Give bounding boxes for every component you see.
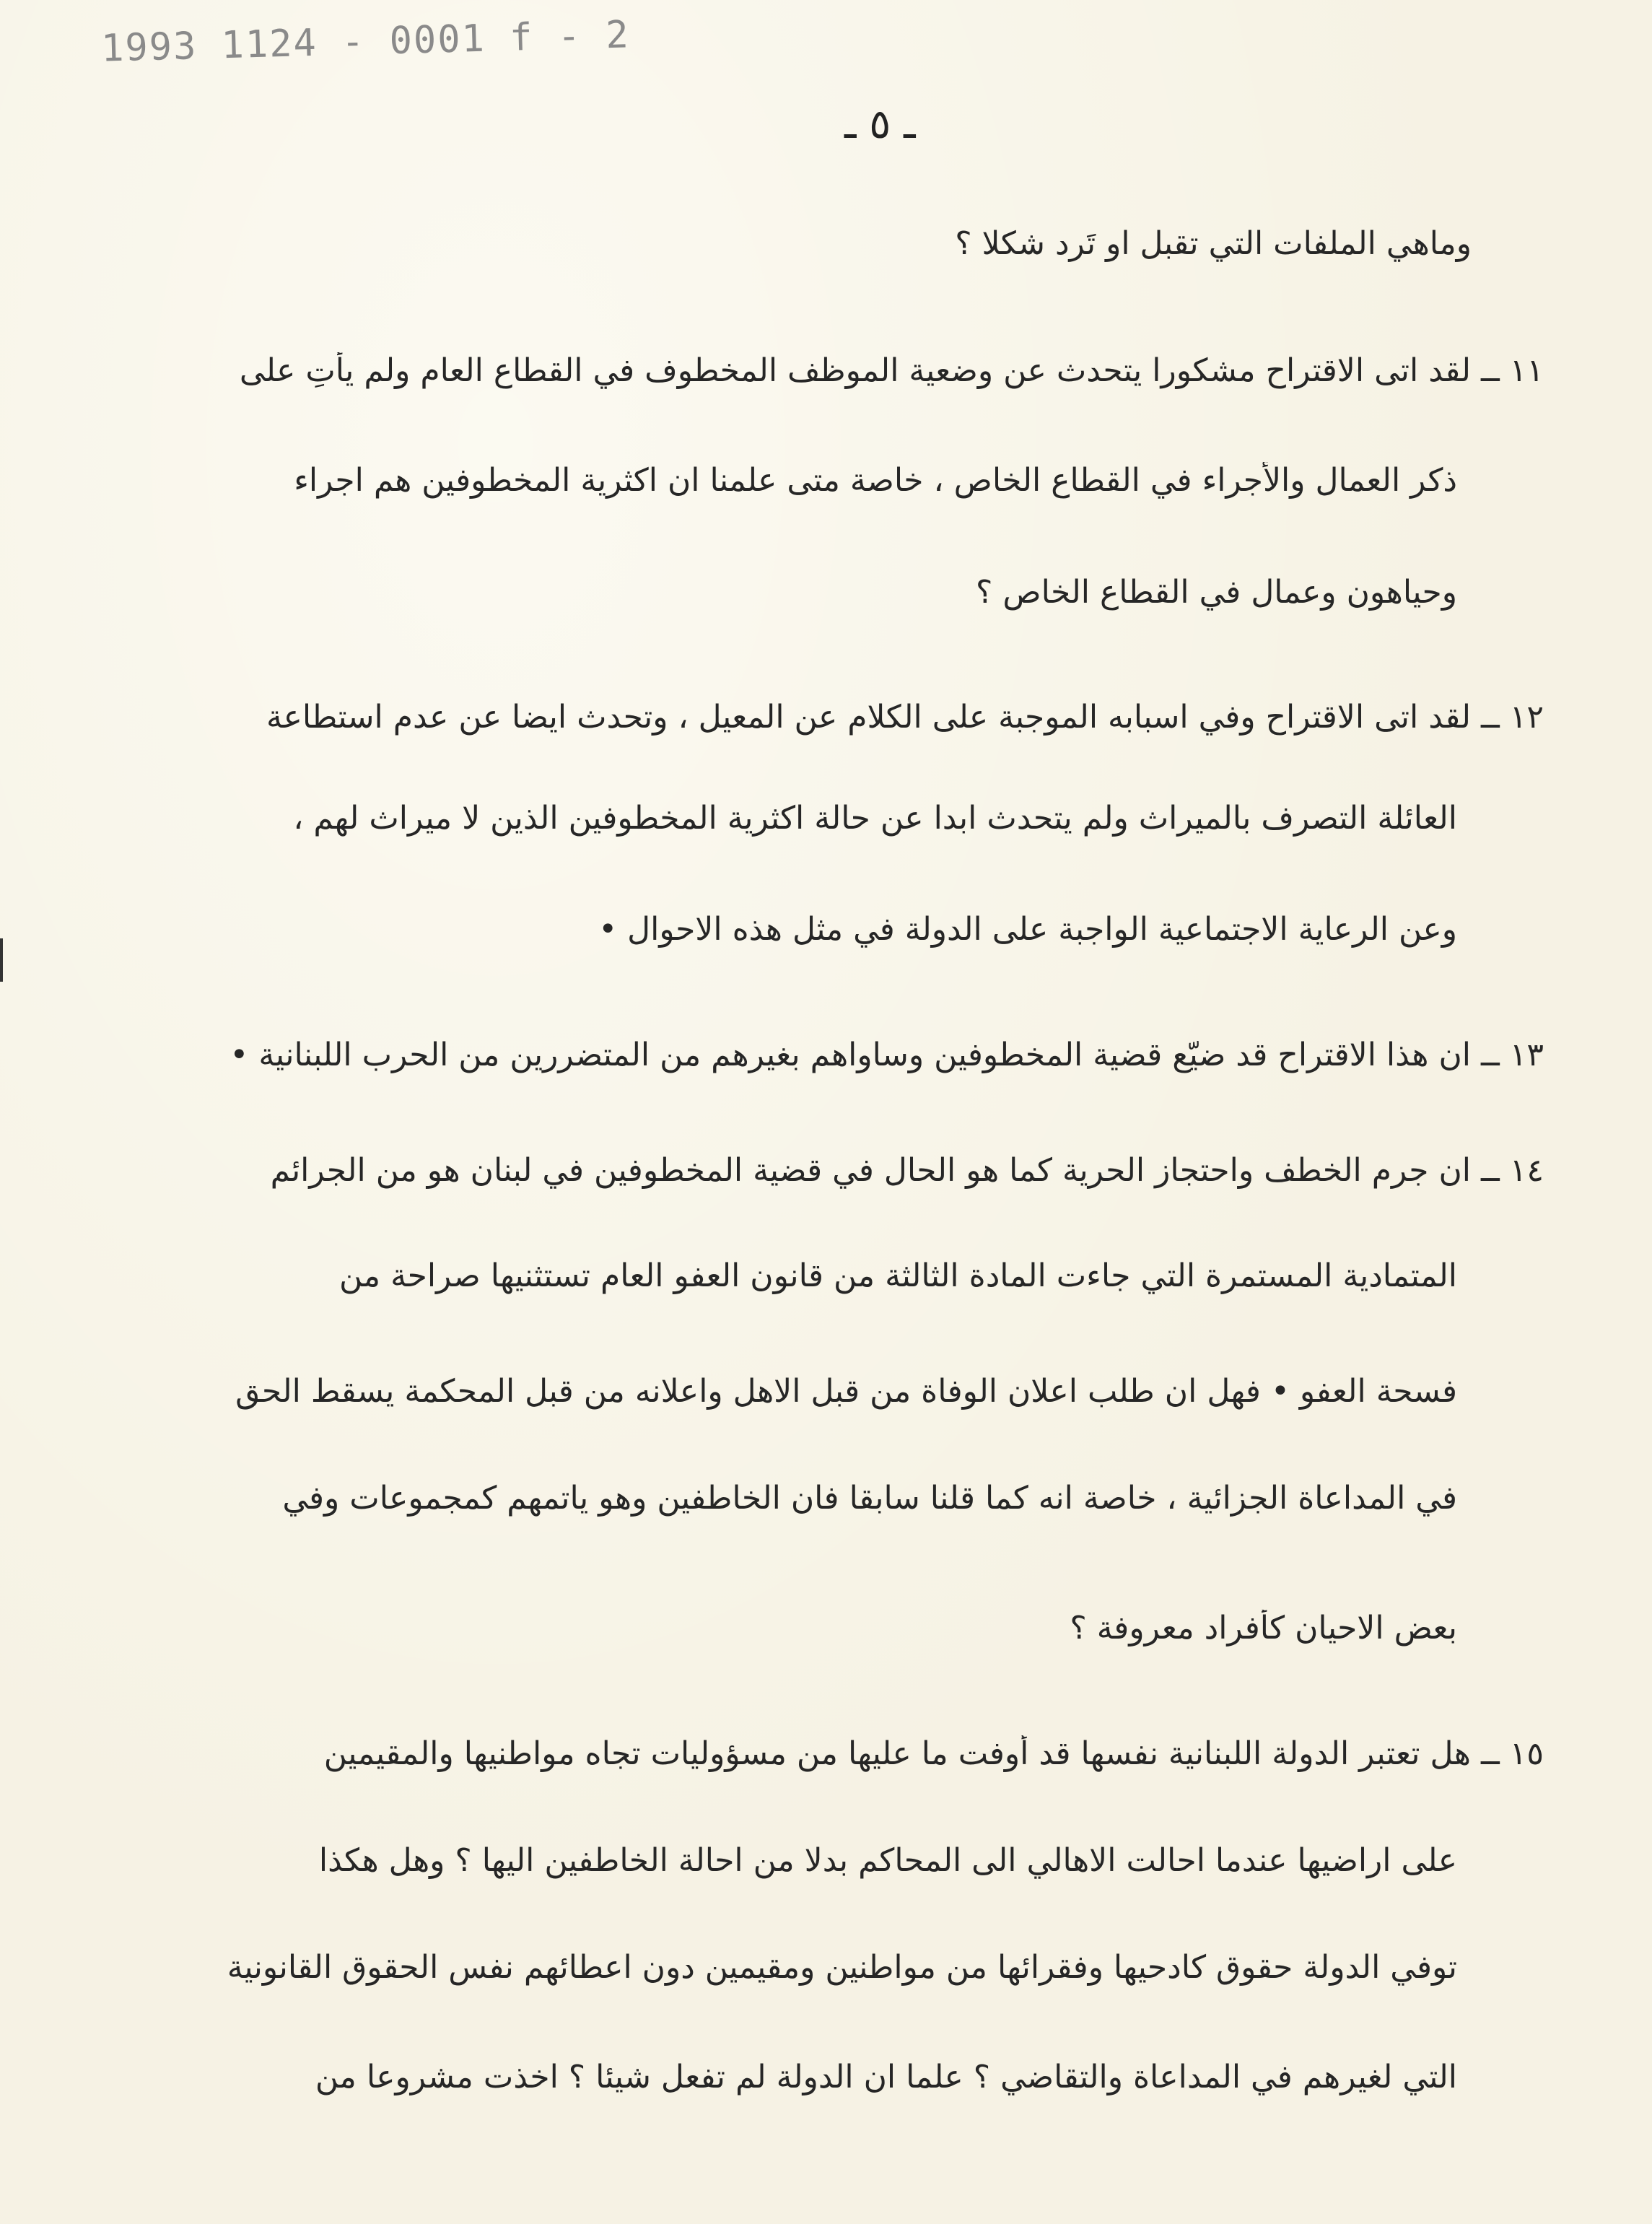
margin-mark [0, 938, 3, 982]
text-line-6: العائلة التصرف بالميراث ولم يتحدث ابدا عن حالة اكثرية المخطوفين الذين لا ميراث لهم ، [293, 800, 1457, 837]
text-line-17: التي لغيرهم في المداعاة والتقاضي ؟ علما ان الدولة لم تفعل شيئا ؟ اخذت مشروعا من [315, 2059, 1457, 2096]
text-line-15: على اراضيها عندما احالت الاهالي الى المحاكم بدلا من احالة الخاطفين اليها ؟ وهل هكذا [318, 1842, 1457, 1879]
text-line-16: توفي الدولة حقوق كادحيها وفقرائها من مواطنين ومقيمين دون اعطائهم نفس الحقوق القانونية [227, 1949, 1457, 1986]
page-number: ـ ٥ ـ [844, 101, 916, 148]
text-line-10: المتمادية المستمرة التي جاءت المادة الثالثة من قانون العفو العام تستثنيها صراحة من [339, 1257, 1457, 1294]
text-line-8: ١٣ ــ ان هذا الاقتراح قد ضيّع قضية المخطوفين وساواهم بغيرهم من المتضررين من الحرب اللبنانية • [230, 1037, 1544, 1073]
text-line-2: ١١ ــ لقد اتى الاقتراح مشكورا يتحدث عن وضعية الموظف المخطوف في القطاع العام ولم يأتِ على [239, 352, 1544, 389]
text-line-3: ذكر العمال والأجراء في القطاع الخاص ، خاصة متى علمنا ان اكثرية المخطوفين هم اجراء [294, 462, 1457, 499]
text-line-13: بعض الاحيان كأفراد معروفة ؟ [1070, 1610, 1457, 1647]
text-line-5: ١٢ ــ لقد اتى الاقتراح وفي اسبابه الموجبة على الكلام عن المعيل ، وتحدث ايضا عن عدم استطاعة [266, 699, 1544, 736]
text-line-7: وعن الرعاية الاجتماعية الواجبة على الدولة في مثل هذه الاحوال • [598, 911, 1457, 948]
text-line-12: في المداعاة الجزائية ، خاصة انه كما قلنا سابقا فان الخاطفين وهو ياتمهم كمجموعات وفي [282, 1480, 1457, 1517]
text-line-9: ١٤ ــ ان جرم الخطف واحتجاز الحرية كما هو الحال في قضية المخطوفين في لبنان هو من الجرائم [270, 1152, 1544, 1189]
text-line-11: فسحة العفو • فهل ان طلب اعلان الوفاة من قبل الاهل واعلانه من قبل المحكمة يسقط الحق [235, 1373, 1457, 1410]
reference-number: 1993 1124 - 0001 f - 2 [100, 13, 631, 71]
text-line-4: وحياهون وعمال في القطاع الخاص ؟ [976, 574, 1457, 611]
text-line-1: وماهي الملفات التي تقبل او تَرِد شكلا ؟ [955, 225, 1472, 262]
text-line-14: ١٥ ــ هل تعتبر الدولة اللبنانية نفسها قد أوفت ما عليها من مسؤوليات تجاه مواطنيها والمقيمين [323, 1735, 1544, 1772]
